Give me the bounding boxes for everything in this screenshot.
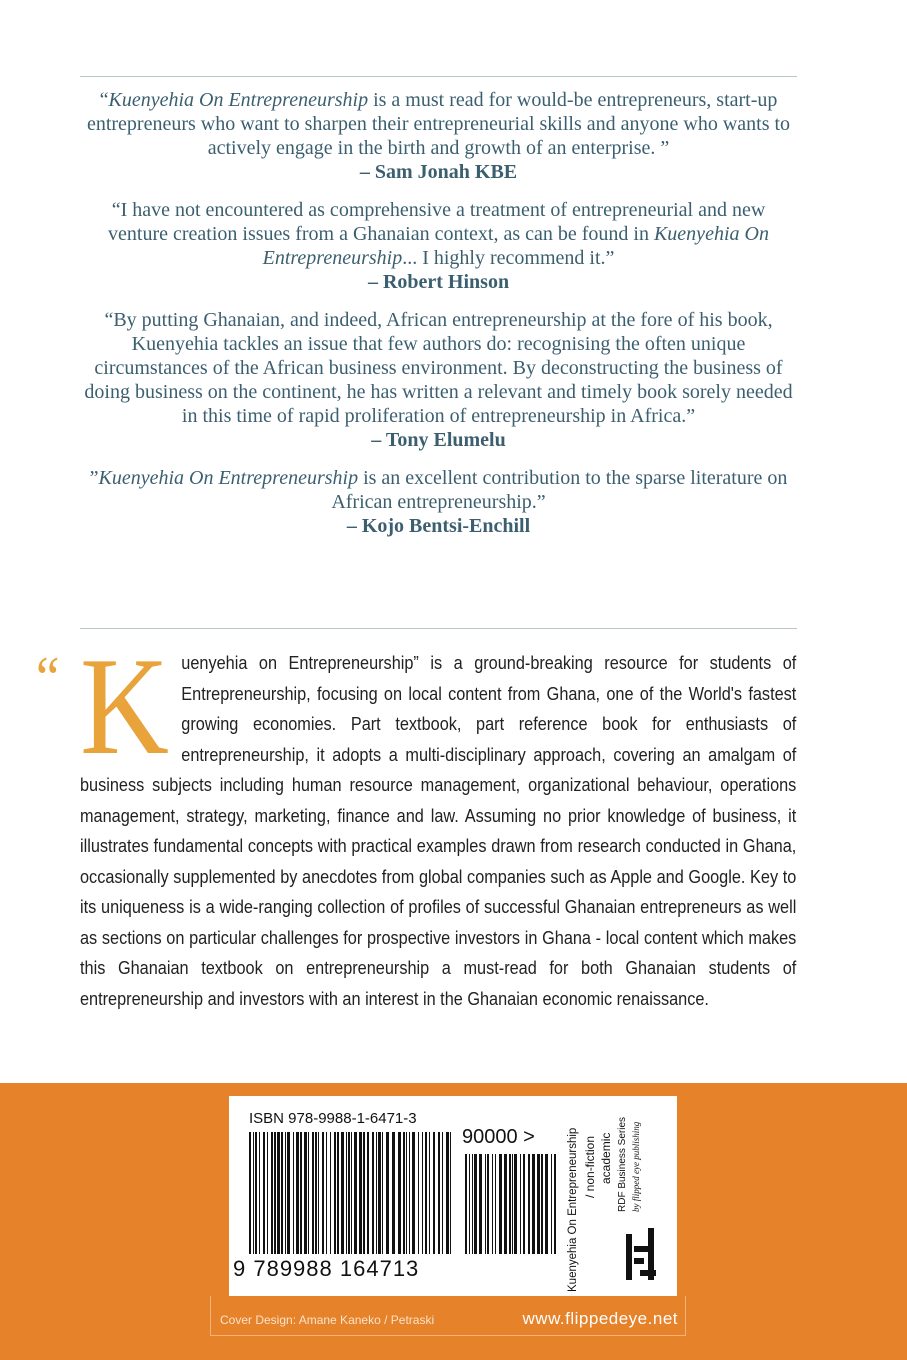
barcode-bar [545,1154,548,1254]
ean-barcode [249,1132,454,1254]
barcode-bar [418,1132,419,1254]
barcode-bar [512,1154,513,1254]
description-text: uenyehia on Entrepreneurship” is a ground-breaking resource for students of Entrepreneurship, focusing on local content from Ghana, one of the World's fastest growing economies. Part textbook, part reference book for enthusiasts of entrepreneurship, it adopts a multi-disciplinary approach, covering an amalgam of business subjects including human resource management, organizational behaviour, operations management, strategy, marketing, finance and law. Assuming no prior knowledge of business, it illustrates fundamental concepts with practical examples drawn from research conducted in Ghana, occasionally supplemented by anecdotes from global companies such as Apple and Google. Key to its uniqueness is a wide-ranging collection of profiles of successful Ghanaian entrepreneurs as well as sections on particular challenges for prospective investors in Ghana - local content which makes this Ghanaian textbook on entrepreneurship a must-read for both Ghanaian students of entrepreneurship and investors with an interest in the Ghanaian economic renaissance. [80,652,797,1009]
dropcap [36,629,169,784]
barcode-bar [367,1132,369,1254]
barcode-bar [315,1132,317,1254]
barcode-bar [330,1132,331,1254]
book-title: Kuenyehia On Entrepreneurship [98,467,359,489]
barcode-bar [406,1132,407,1254]
middle-divider [80,628,797,629]
barcode-bar [532,1154,535,1254]
barcode-bar [446,1132,449,1254]
addon-barcode [465,1154,557,1254]
book-title: Kuenyehia On Entrepreneurship [262,223,769,269]
barcode-bar [287,1132,290,1254]
barcode-bar [308,1132,309,1254]
isbn-label: ISBN 978-9988-1-6471-3 [249,1110,417,1127]
barcode-bar [433,1132,435,1254]
barcode-bar [499,1154,502,1254]
barcode-bar [334,1132,336,1254]
barcode-bar [528,1154,530,1254]
barcode-bar [337,1132,339,1254]
barcode-bar [537,1154,540,1254]
barcode-bar [378,1132,381,1254]
barcode-bar [253,1132,254,1254]
barcode-bar [504,1154,507,1254]
barcode-bar [372,1132,374,1254]
barcode-bar [509,1154,511,1254]
barcode-bar [359,1132,362,1254]
side-title: Kuenyehia On Entrepreneurship [567,1127,579,1292]
testimonial-sam-jonah [80,88,797,184]
barcode-bar [267,1132,268,1254]
barcode-bar [285,1132,286,1254]
barcode-bar [438,1132,440,1254]
side-category: / non-fiction [583,1135,597,1198]
barcode-bar [554,1154,556,1254]
side-publisher: by flipped eye publishing [631,1121,641,1212]
barcode-bar [277,1132,280,1254]
price-code: 90000 > [462,1126,535,1148]
dropcap-letter: K [80,629,169,784]
barcode-bar [300,1132,302,1254]
barcode-bar [474,1154,477,1254]
book-title: Kuenyehia On Entrepreneurship [108,89,369,111]
dropcap-quote: “ [36,645,60,711]
testimonial-tony-elumelu [80,308,797,452]
barcode-bar [382,1132,383,1254]
barcode-bar [255,1132,257,1254]
barcode-bar [386,1132,389,1254]
barcode-bar [541,1154,543,1254]
testimonial-robert-hinson [80,198,797,294]
barcode-bar [354,1132,357,1254]
barcode-bar [520,1154,521,1254]
barcode-bar [429,1132,430,1254]
barcode-bar [271,1132,273,1254]
barcode-bar [348,1132,350,1254]
barcode-bar [263,1132,265,1254]
barcode-bar [487,1154,489,1254]
barcode-bar [274,1132,276,1254]
footer-credits [210,1305,688,1337]
barcode-bar [322,1132,324,1254]
quote-open: ” [89,467,99,489]
barcode-bar [412,1132,415,1254]
book-description [36,629,797,1014]
barcode-panel [229,1096,677,1296]
barcode-bar [409,1132,410,1254]
barcode-bar [398,1132,401,1254]
quote-text: is a must read for would-be entrepreneurs, start-up entrepreneurs who want to sharpen their entrepreneurial skills and anyone who wants to actively engage in the birth and growth of an enterprise. ” [86,89,791,159]
barcode-bar [346,1132,347,1254]
quote-author: – Robert Hinson [367,271,510,293]
barcode-bar [304,1132,307,1254]
publisher-website[interactable]: www.flippedeye.net [522,1309,678,1328]
barcode-bar [351,1132,352,1254]
barcode-bar [296,1132,299,1254]
quote-text: is an excellent contribution to the sparse literature on African entrepreneurship.” [331,467,788,513]
quote-author: – Tony Elumelu [371,429,506,451]
barcode-bar [450,1132,451,1254]
ean-number: 9 789988 164713 [233,1256,420,1281]
barcode-bar [479,1154,482,1254]
barcode-bar [469,1154,470,1254]
flipped-eye-logo [624,1226,660,1284]
barcode-bar [249,1132,251,1254]
barcode-bar [312,1132,314,1254]
barcode-bar [551,1154,552,1254]
barcode-bar [485,1154,486,1254]
barcode-bar [495,1154,496,1254]
side-category-academic: academic [599,1132,613,1184]
quote-text: “By putting Ghanaian, and indeed, African entrepreneurship at the fore of his book, Kuenyehia tackles an issue that few authors do: recognising the often unique circumstances of the African business environment. By deconstructing the business of doing business on the continent, he has written a relevant and timely book sorely needed in this time of rapid proliferation of entrepreneurship in Africa.” [84,309,793,427]
barcode-bar [376,1132,377,1254]
quote-open: “ [99,89,109,111]
barcode-bar [523,1154,525,1254]
barcode-bar [281,1132,283,1254]
barcode-bar [442,1132,443,1254]
quote-text-end: ... I highly recommend it.” [402,247,615,269]
barcode-bar [293,1132,294,1254]
testimonial-kojo-bentsi-enchill [80,466,797,538]
barcode-bar [341,1132,344,1254]
barcode-bar [422,1132,423,1254]
barcode-bar [259,1132,260,1254]
quote-text: “I have not encountered as comprehensive a treatment of entrepreneurial and new venture creation issues from a Ghanaian context, as can be found in [108,199,766,245]
cover-design-credit: Cover Design: Amane Kaneko / Petraski [220,1313,435,1327]
quote-author: – Kojo Bentsi-Enchill [346,515,531,537]
testimonials [80,88,797,552]
barcode-bar [318,1132,319,1254]
barcode-bar [403,1132,405,1254]
barcode-bar [363,1132,365,1254]
barcode-bar [392,1132,395,1254]
side-series: RDF Business Series [617,1116,628,1212]
barcode-bar [326,1132,327,1254]
barcode-bar [465,1154,467,1254]
quote-author: – Sam Jonah KBE [359,161,518,183]
barcode-bar [472,1154,473,1254]
barcode-bar [425,1132,427,1254]
barcode-bar [514,1154,517,1254]
barcode-bar [492,1154,493,1254]
top-divider [80,76,797,77]
